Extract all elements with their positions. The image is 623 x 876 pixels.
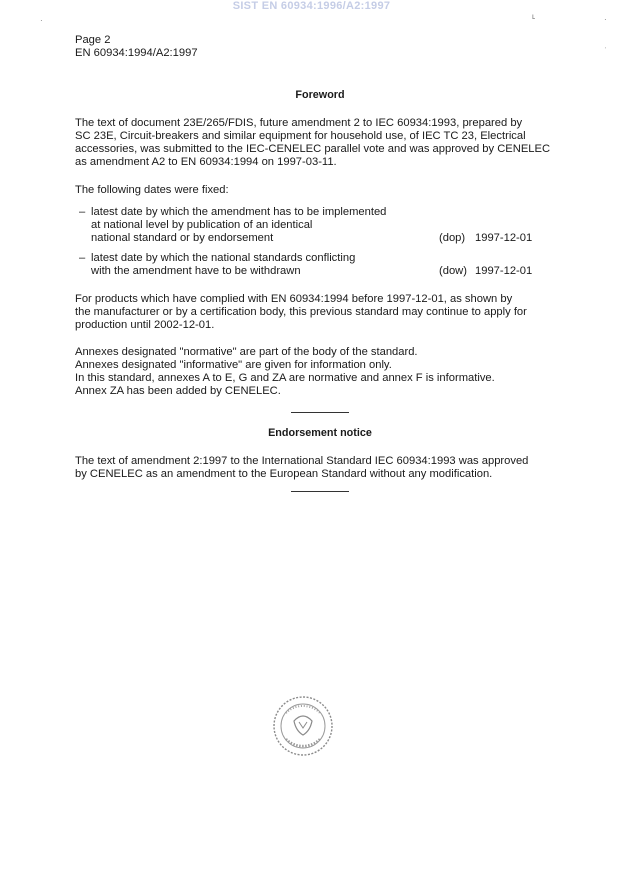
page-number: Page 2 — [75, 34, 111, 46]
text-line: production until 2002-12-01. — [75, 319, 215, 331]
section-divider — [291, 412, 349, 413]
date-value: 1997-12-01 — [475, 265, 533, 277]
bullet-dash: – — [79, 206, 86, 218]
page-header — [75, 34, 565, 60]
text-line: Annex ZA has been added by CENELEC. — [75, 385, 281, 397]
text-line: Annexes designated "normative" are part of the body of the standard. — [75, 346, 418, 358]
text-line: latest date by which the national standards conflicting — [91, 252, 356, 264]
foreword-heading: Foreword — [295, 89, 345, 101]
scan-speck: ʟ — [532, 12, 536, 21]
text-line: at national level by publication of an identical — [91, 219, 313, 231]
date-code: (dop) — [439, 232, 466, 244]
section-divider — [291, 491, 349, 492]
dates-list — [75, 206, 565, 278]
scan-speck: · — [40, 16, 43, 25]
text-line: accessories, was submitted to the IEC-CENELEC parallel vote and was approved by CENELEC — [75, 143, 551, 155]
text-line: For products which have complied with EN 60934:1994 before 1997-12-01, as shown by — [75, 293, 513, 305]
foreword-intro — [75, 117, 565, 169]
list-item-dop — [75, 206, 565, 245]
document-page — [75, 34, 565, 480]
dates-intro: The following dates were fixed: — [75, 184, 229, 196]
official-stamp-icon — [272, 695, 334, 757]
text-line: SC 23E, Circuit-breakers and similar equipment for household use, of IEC TC 23, Electrical — [75, 130, 526, 142]
text-line: The text of amendment 2:1997 to the International Standard IEC 60934:1993 was approved — [75, 455, 529, 467]
endorsement-paragraph — [75, 455, 565, 481]
text-line: the manufacturer or by a certification body, this previous standard may continue to apply for — [75, 306, 527, 318]
document-reference: EN 60934:1994/A2:1997 — [75, 47, 198, 59]
products-paragraph — [75, 293, 565, 332]
bullet-dash: – — [79, 252, 86, 264]
date-value: 1997-12-01 — [475, 232, 533, 244]
text-line: by CENELEC as an amendment to the European Standard without any modification. — [75, 468, 493, 480]
text-line: as amendment A2 to EN 60934:1994 on 1997-03-11. — [75, 156, 337, 168]
date-code: (dow) — [439, 265, 467, 277]
list-item-dow — [75, 252, 565, 278]
scan-speck: · — [604, 15, 607, 24]
endorsement-heading: Endorsement notice — [268, 427, 372, 439]
text-line: national standard or by endorsement — [91, 232, 274, 244]
text-line: with the amendment have to be withdrawn — [91, 265, 301, 277]
text-line: Annexes designated "informative" are given for information only. — [75, 359, 392, 371]
scan-speck: ʾ — [604, 46, 607, 55]
text-line: The text of document 23E/265/FDIS, future amendment 2 to IEC 60934:1993, prepared by — [75, 117, 523, 129]
text-line: latest date by which the amendment has to be implemented — [91, 206, 387, 218]
watermark: SIST EN 60934:1996/A2:1997 — [232, 0, 391, 12]
annex-paragraph — [75, 346, 565, 398]
text-line: In this standard, annexes A to E, G and ZA are normative and annex F is informative. — [75, 372, 495, 384]
